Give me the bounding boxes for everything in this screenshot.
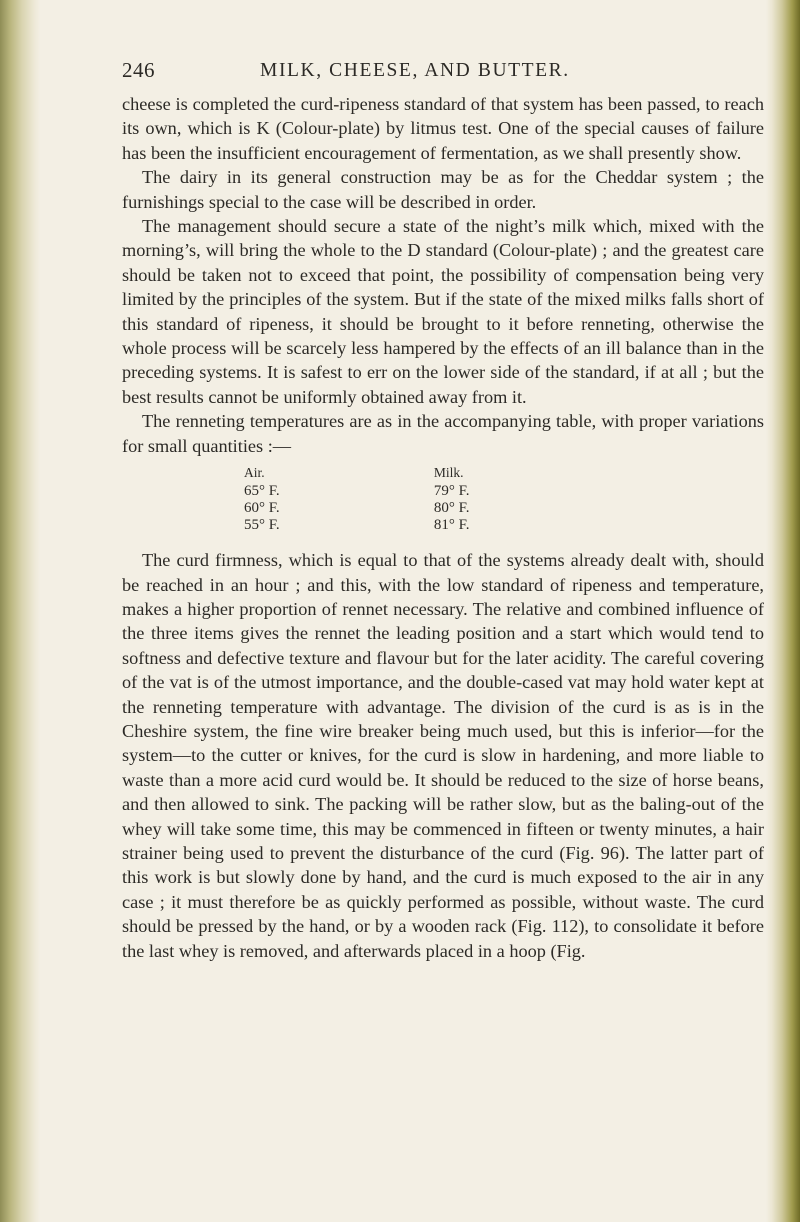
book-page	[122, 58, 764, 963]
paragraph-5: The curd firmness, which is equal to that of the systems already dealt with, should be reached in an hour ; and this, with the low standard of ripeness and temperature, makes a higher proportion of rennet necessary. The relative and combined influence of the three items gives the rennet the leading position and a start which would tend to softness and defective texture and flavour but for the later acidity. The careful covering of the vat is of the utmost importance, and the double-cased vat may hold water kept at the renneting temperature with advantage. The division of the curd is as is in the Cheshire system, the fine wire breaker being much used, but this is inferior—for the system—to the cutter or knives, for the curd is slow in hardening, and more liable to waste than a more acid curd would be. It should be reduced to the size of horse beans, and then allowed to sink. The packing will be rather slow, but as the baling-out of the whey will take some time, this may be commenced in fifteen or twenty minutes, a hair strainer being used to prevent the disturbance of the curd (Fig. 96). The latter part of this work is but slowly done by hand, and the curd is much exposed to the air in any case ; it must therefore be as quickly performed as possible, without waste. The curd should be pressed by the hand, or by a wooden rack (Fig. 112), to consolidate it before the last whey is removed, and afterwards placed in a hoop (Fig.	[122, 550, 764, 961]
milk-temperature-cell: 81° F.	[433, 517, 470, 534]
milk-temperature-cell: 79° F.	[433, 483, 470, 500]
paragraph-2: The dairy in its general construction may be as for the Cheddar system ; the furnishings special to the case will be described in order.	[122, 167, 764, 212]
air-temperature-cell: 65° F.	[244, 483, 280, 500]
air-temperature-cell: 55° F.	[244, 517, 280, 534]
page-number: 246	[122, 58, 155, 82]
air-temperature-cell: 60° F.	[244, 500, 280, 517]
page-edge-right	[766, 0, 800, 1222]
renneting-temperature-table	[244, 464, 544, 534]
running-title: MILK, CHEESE, AND BUTTER.	[260, 60, 570, 81]
air-column-header: Air.	[244, 465, 265, 481]
table-row	[244, 483, 544, 500]
table-header-row	[244, 464, 544, 483]
page-header	[122, 58, 764, 92]
milk-column-header: Milk.	[433, 465, 464, 481]
table-row	[244, 517, 544, 534]
paragraph-1: cheese is completed the curd-ripeness standard of that system has been passed, to reach its own, which is K (Colour-plate) by litmus test. One of the special causes of failure has been the insufficient encouragement of fermentation, as we shall presently show.	[122, 94, 764, 163]
table-row	[244, 500, 544, 517]
paragraph-3: The management should secure a state of the night’s milk which, mixed with the morning’s, will bring the whole to the D standard (Colour-plate) ; and the greatest care should be taken not to exceed that point, the possibility of compensation being very limited by the principles of the system. But if the state of the mixed milks falls short of this standard of ripeness, it should be brought to it before renneting, otherwise the whole process will be scarcely less hampered by the effects of an ill balance than in the preceding systems. It is safest to err on the lower side of the standard, if at all ; but the best results cannot be uniformly obtained away from it.	[122, 216, 764, 407]
milk-temperature-cell: 80° F.	[433, 500, 470, 517]
paragraph-4: The renneting temperatures are as in the accompanying table, with proper variations for small quantities :—	[122, 411, 764, 456]
body-text	[122, 92, 764, 963]
page-edge-left	[0, 0, 40, 1222]
